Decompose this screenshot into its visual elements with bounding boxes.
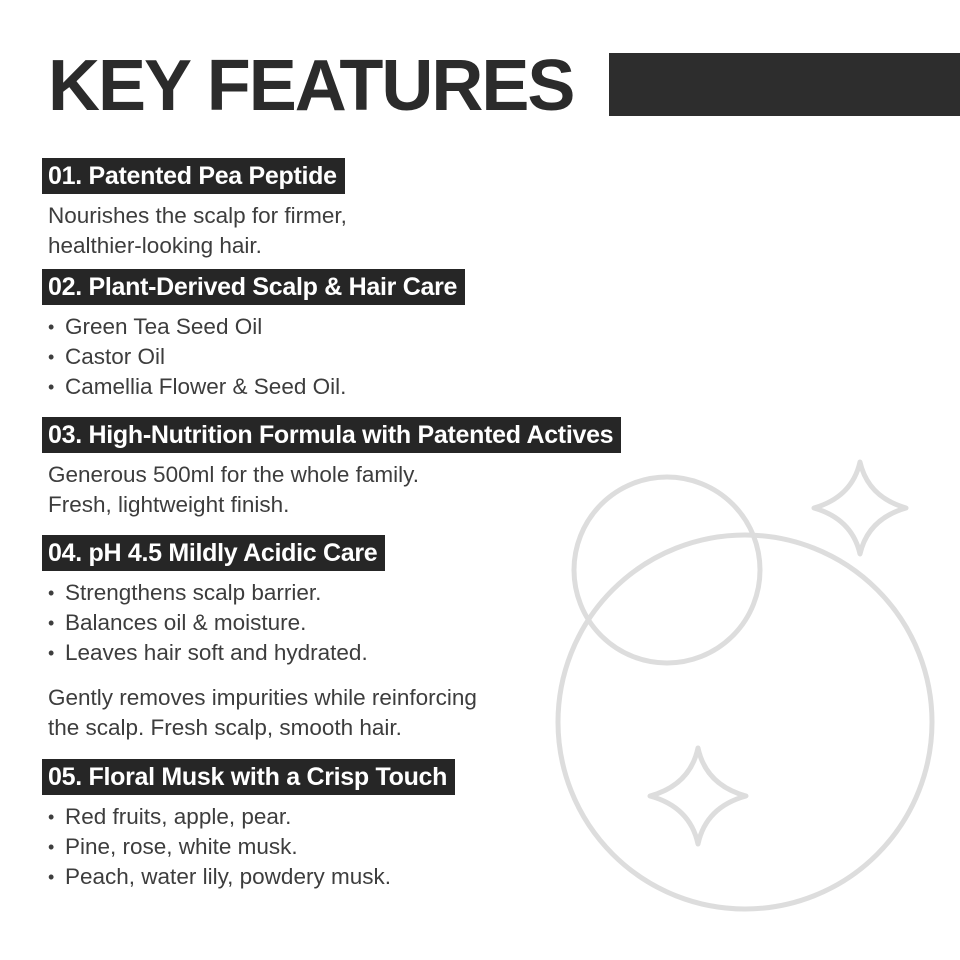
bullet-item: • Green Tea Seed Oil (48, 312, 465, 342)
description-line: Fresh, lightweight finish. (48, 492, 290, 517)
bullet-item: • Castor Oil (48, 342, 465, 372)
feature-section-01 (42, 158, 347, 261)
feature-section-03 (42, 417, 621, 520)
feature-bullet-list (48, 802, 455, 892)
feature-bullet-list (48, 578, 477, 668)
feature-section-02 (42, 269, 465, 402)
feature-description (48, 683, 477, 743)
bullet-item: • Camellia Flower & Seed Oil. (48, 372, 465, 402)
bullet-item: • Strengthens scalp barrier. (48, 578, 477, 608)
feature-description (48, 201, 347, 261)
feature-section-05 (42, 759, 455, 892)
feature-heading: 02. Plant-Derived Scalp & Hair Care (42, 269, 465, 305)
feature-heading: 03. High-Nutrition Formula with Patented Actives (42, 417, 621, 453)
description-line: Generous 500ml for the whole family. (48, 462, 420, 487)
description-line: Nourishes the scalp for firmer, (48, 203, 347, 228)
bullet-item: • Leaves hair soft and hydrated. (48, 638, 477, 668)
feature-description (48, 460, 621, 520)
bullet-item: • Red fruits, apple, pear. (48, 802, 455, 832)
title-accent-bar (609, 53, 960, 116)
feature-heading: 05. Floral Musk with a Crisp Touch (42, 759, 455, 795)
feature-heading: 04. pH 4.5 Mildly Acidic Care (42, 535, 385, 571)
feature-section-04 (42, 535, 477, 743)
feature-heading: 01. Patented Pea Peptide (42, 158, 345, 194)
bullet-item: • Balances oil & moisture. (48, 608, 477, 638)
bullet-item: • Pine, rose, white musk. (48, 832, 455, 862)
description-line: the scalp. Fresh scalp, smooth hair. (48, 715, 402, 740)
description-line: healthier-looking hair. (48, 233, 262, 258)
bullet-item: • Peach, water lily, powdery musk. (48, 862, 455, 892)
page-title: KEY FEATURES (48, 46, 574, 126)
description-line: Gently removes impurities while reinforcing (48, 685, 477, 710)
feature-bullet-list (48, 312, 465, 402)
